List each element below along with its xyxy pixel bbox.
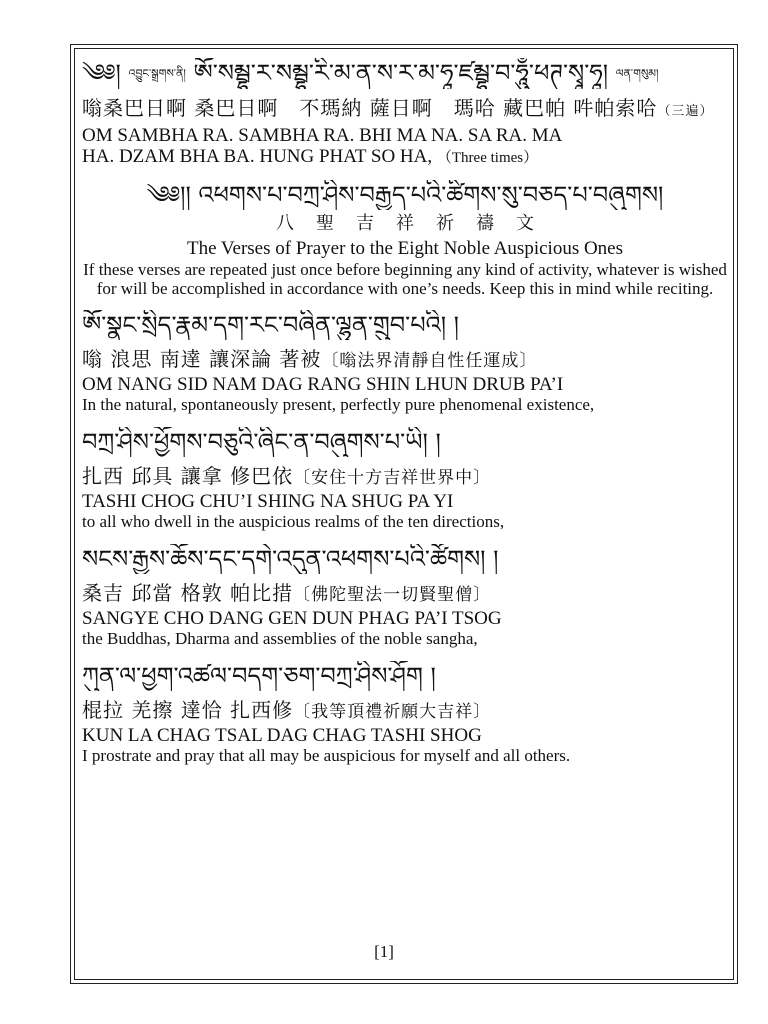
- verse-chinese-translation: 〔我等頂禮祈願大吉祥〕: [293, 702, 492, 722]
- verse: [82, 544, 728, 649]
- verse-chinese-translation: 〔佛陀聖法一切賢聖僧〕: [293, 585, 492, 605]
- mantra-roman-note: （Three times）: [436, 150, 539, 166]
- verse-tibetan: ཨོཾ་སྣང་སྲིད་རྣམ་དག་རང་བཞིན་ལྷུན་གྲུབ་པའི། །: [82, 311, 459, 339]
- verse-roman: TASHI CHOG CHU’I SHING NA SHUG PA YI: [82, 491, 454, 512]
- verse-roman: SANGYE CHO DANG GEN DUN PHAG PA’I TSOG: [82, 608, 502, 629]
- verse-tibetan: སངས་རྒྱས་ཆོས་དང་དགེ་འདུན་འཕགས་པའི་ཚོགས། །: [82, 545, 499, 573]
- mantra-tibetan-label-left: འབྱུང་སྒྲགས་ནི།: [128, 67, 186, 80]
- title-english: The Verses of Prayer to the Eight Noble Auspicious Ones: [186, 238, 624, 259]
- mantra-chinese: [82, 95, 728, 125]
- title-chinese: 八聖吉祥祈禱文: [276, 213, 556, 234]
- mantra-chinese-text: 嗡桑巴日啊 桑巴日啊 不瑪納 薩日啊 瑪哈 藏巴帕 吽帕索哈: [82, 96, 658, 120]
- verse-tibetan: ཀུན་ལ་ཕྱག་འཚལ་བདག་ཅག་བཀྲ་ཤིས་ཤོག །: [82, 662, 436, 690]
- verse-tibetan: བཀྲ་ཤིས་ཕྱོགས་བཅུའི་ཞིང་ན་བཞུགས་པ་ཡི། །: [82, 428, 441, 456]
- verse-chinese-phonetic: 棍拉 羌擦 達恰 扎西修: [82, 698, 294, 722]
- verse-chinese-phonetic: 扎西 邱具 讓拿 修巴依: [82, 464, 294, 488]
- verse: [82, 310, 728, 415]
- verse-english: In the natural, spontaneously present, perfectly pure phenomenal existence,: [82, 395, 595, 414]
- verse-english: the Buddhas, Dharma and assemblies of the noble sangha,: [82, 629, 478, 648]
- mantra-tibetan-text: ཨོཾ་སམྦྷ་ར་སམྦྷ་ཪི་མ་ན་ས་ར་མ་ཧཱ་ཛམྦྷ་བ་ཧཱུྃ་ཕཊ་སྭཱ་ཧཱ།: [185, 59, 616, 87]
- verse-chinese: [82, 463, 728, 491]
- page-number: [1]: [374, 942, 394, 961]
- verse-chinese-translation: 〔安住十方吉祥世界中〕: [293, 468, 492, 488]
- verse-roman: KUN LA CHAG TSAL DAG CHAG TASHI SHOG: [82, 725, 482, 746]
- verse-chinese: [82, 346, 728, 374]
- verse-chinese-phonetic: 嗡 浪思 南達 讓深論 著被: [82, 347, 322, 371]
- mantra-roman-line2: HA. DZAM BHA BA. HUNG PHAT SO HA,: [82, 146, 433, 167]
- mantra-tibetan: [82, 58, 728, 89]
- verse-chinese: [82, 697, 728, 725]
- verse-roman: OM NANG SID NAM DAG RANG SHIN LHUN DRUB PA’I: [82, 374, 564, 395]
- mantra-roman-line1: OM SAMBHA RA. SAMBHA RA. BHI MA NA. SA RA. MA: [82, 125, 563, 146]
- mantra-chinese-note: （三遍）: [657, 104, 714, 119]
- verse: [82, 661, 728, 766]
- mantra-roman: [82, 146, 728, 168]
- verse-english: to all who dwell in the auspicious realms of the ten directions,: [82, 512, 505, 531]
- title-intro: If these verses are repeated just once before beginning any kind of activity, whatever is wished for will be accomplished in accordance with one’s needs. Keep this in mind while reciting.: [83, 260, 727, 298]
- verse-chinese-phonetic: 桑吉 邱當 格敦 帕比措: [82, 581, 294, 605]
- mantra-tibetan-lead: ༄༅།: [82, 59, 129, 87]
- verse-chinese-translation: 〔嗡法界清靜自性任運成〕: [321, 351, 538, 371]
- verse-english: I prostrate and pray that all may be auspicious for myself and all others.: [82, 746, 571, 765]
- document-page: [82, 58, 728, 766]
- title-tibetan: ༄༅།། འཕགས་པ་བཀྲ་ཤིས་བརྒྱད་པའི་ཚིགས་སུ་བཅད་པ་བཞུགས།: [146, 181, 664, 209]
- mantra-tibetan-label-right: ལན་གསུམ།: [615, 67, 659, 80]
- verse-chinese: [82, 580, 728, 608]
- verse: [82, 427, 728, 532]
